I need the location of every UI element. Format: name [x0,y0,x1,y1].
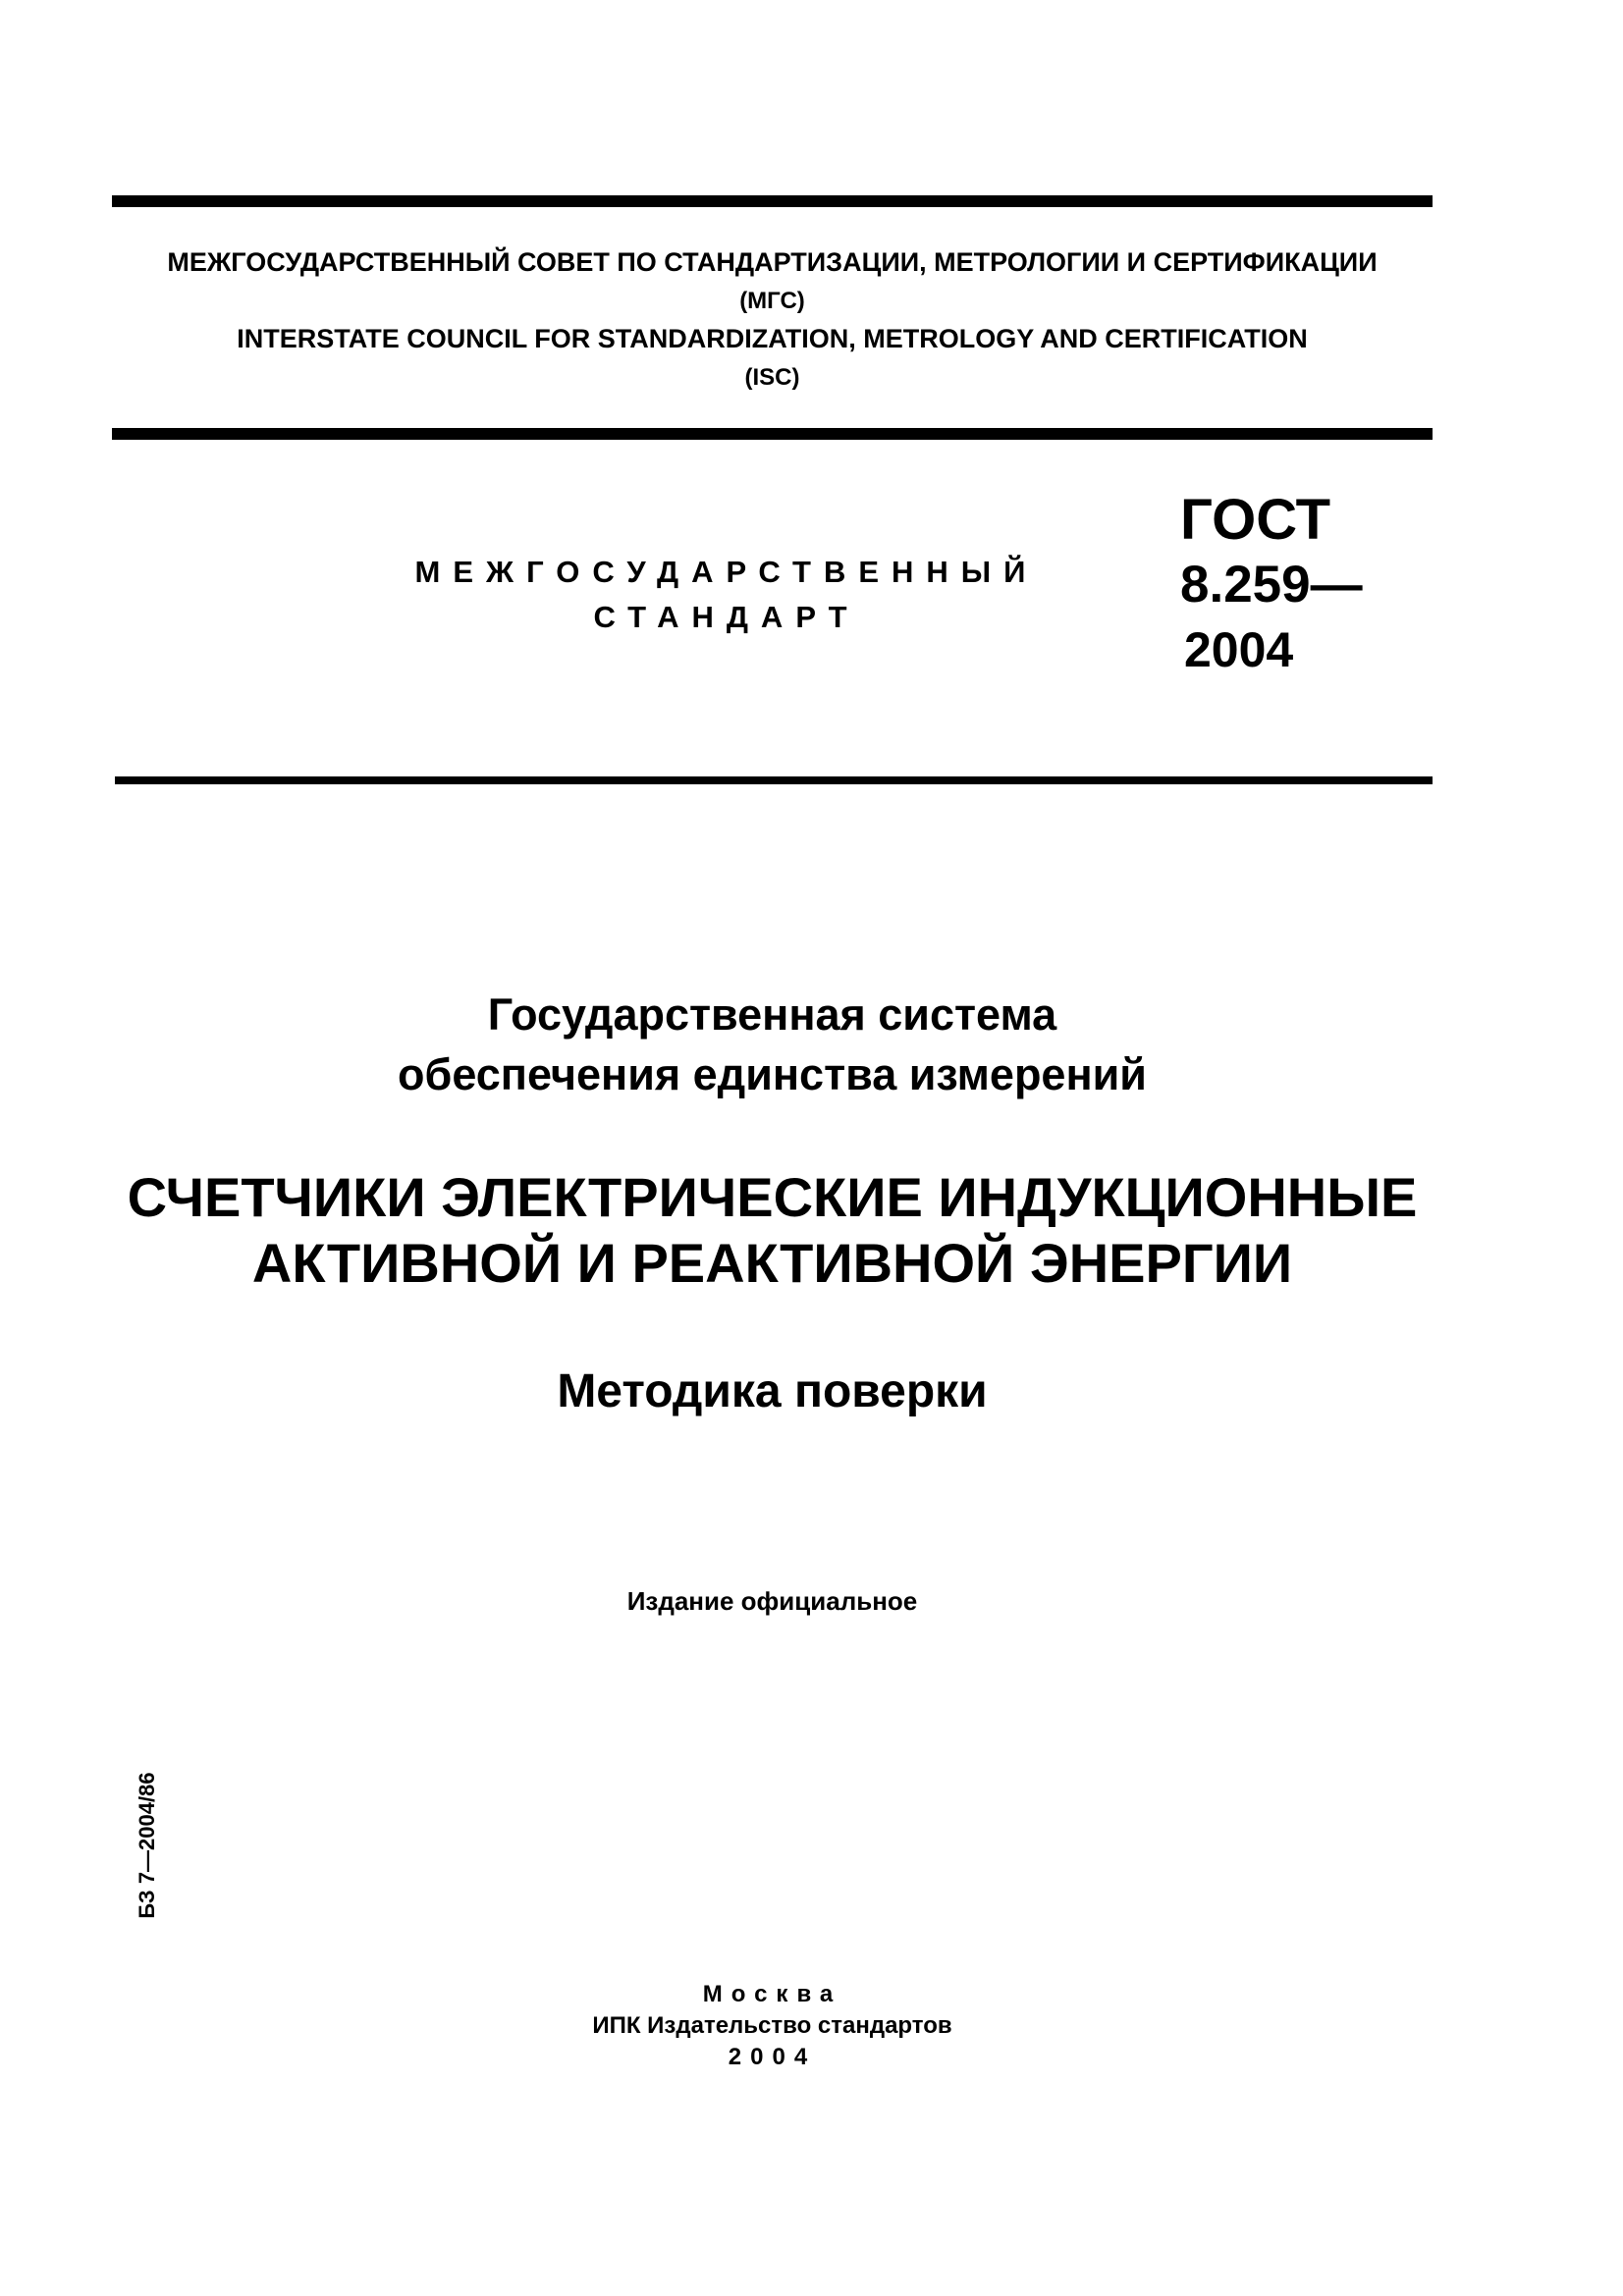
publisher-block [112,1979,1433,2073]
gost-year: 2004 [1184,622,1294,677]
top-rule [112,195,1433,207]
standard-type-line2: СТАНДАРТ [593,600,860,634]
subtitle: Методика поверки [557,1365,988,1417]
gost-designation [1180,489,1363,679]
standard-type [412,550,1041,640]
edition-label: Издание официальное [626,1586,918,1616]
council-name-ru: МЕЖГОСУДАРСТВЕННЫЙ СОВЕТ ПО СТАНДАРТИЗАЦИИ, МЕТРОЛОГИИ И СЕРТИФИКАЦИИ [167,247,1378,277]
publisher-name: ИПК Издательство стандартов [592,2012,952,2039]
main-title-line2: АКТИВНОЙ И РЕАКТИВНОЙ ЭНЕРГИИ [251,1232,1293,1294]
gost-prefix: ГОСТ [1180,488,1331,552]
gost-number: 8.259— [1180,556,1363,614]
header-bottom-rule [112,428,1433,440]
system-title-line1: Государственная система [487,989,1057,1040]
council-name-en: INTERSTATE COUNCIL FOR STANDARDIZATION, METROLOGY AND CERTIFICATION [237,324,1308,353]
main-title [59,1164,1486,1296]
system-title-line2: обеспечения единства измерений [398,1049,1147,1099]
system-title [112,985,1433,1104]
publisher-year: 2004 [728,2044,817,2070]
main-title-line1: СЧЕТЧИКИ ЭЛЕКТРИЧЕСКИЕ ИНДУКЦИОННЫЕ [127,1166,1418,1228]
publisher-city: Москва [702,1981,842,2007]
council-abbr-ru: (МГС) [739,288,805,314]
side-catalog-code: БЗ 7—2004/86 [135,1772,159,1919]
council-header [112,243,1433,397]
standard-type-line1: МЕЖГОСУДАРСТВЕННЫЙ [414,555,1039,589]
designation-bottom-rule [115,776,1433,784]
council-abbr-en: (ISC) [744,364,800,391]
